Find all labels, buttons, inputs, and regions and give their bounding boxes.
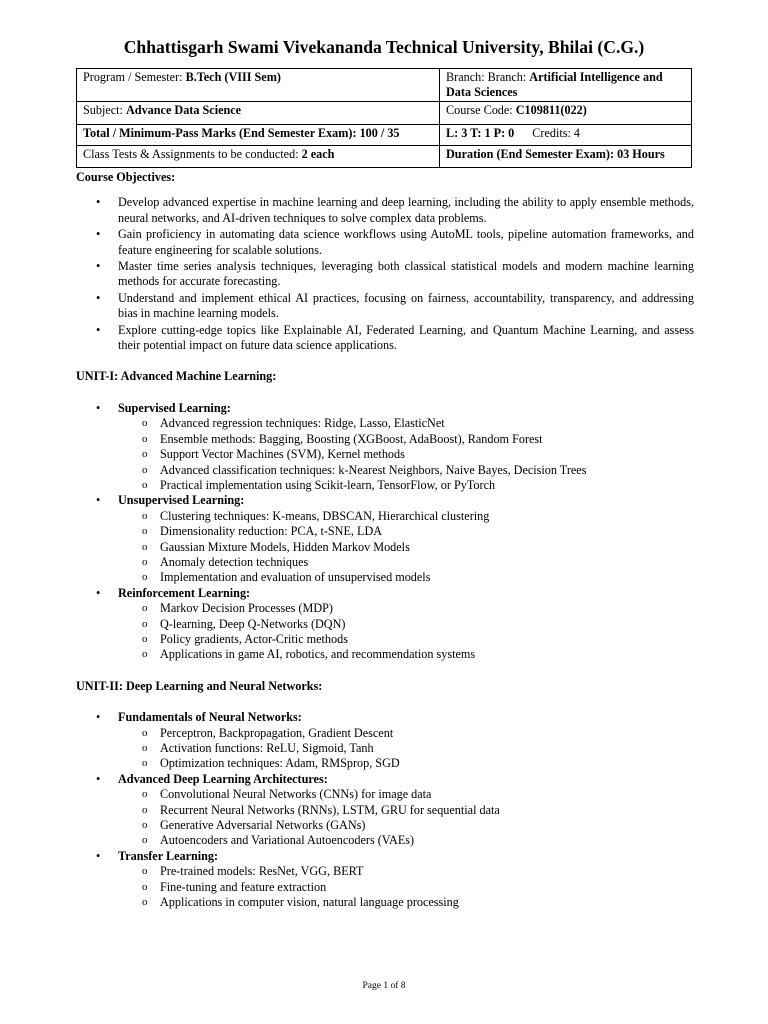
- subtopic-item: o Clustering techniques: K-means, DBSCAN, Hierarchical clustering: [118, 509, 694, 524]
- marks-cell: Total / Minimum-Pass Marks (End Semester Exam): 100 / 35: [77, 125, 440, 146]
- subtopic-item: o Perceptron, Backpropagation, Gradient Descent: [118, 726, 694, 741]
- subtopic-item: o Fine-tuning and feature extraction: [118, 880, 694, 895]
- subtopic-item: o Dimensionality reduction: PCA, t-SNE, LDA: [118, 524, 694, 539]
- subtopic-list: [118, 416, 694, 493]
- topic-supervised-learning: • Supervised Learning: o Advanced regression techniques: Ridge, Lasso, ElasticNet o Ensemble methods: Bagging, Boosting (XGBoost, AdaBoost), Random Forest o Support Vector Machines (SVM), Kernel methods o Advanced classification techniques: k-Nearest Neighbors, Naive Bayes, Decision Trees o Practical implementation using Scikit-learn, TensorFlow, or PyTorch: [76, 401, 694, 493]
- subtopic-item: o Applications in game AI, robotics, and recommendation systems: [118, 647, 694, 662]
- subtopic-list: [118, 864, 694, 910]
- subtopic-item: o Optimization techniques: Adam, RMSprop, SGD: [118, 756, 694, 771]
- subtopic-item: o Gaussian Mixture Models, Hidden Markov Models: [118, 540, 694, 555]
- subtopic-list: [118, 787, 694, 849]
- syllabus-content: [76, 170, 694, 910]
- subtopic-item: o Applications in computer vision, natural language processing: [118, 895, 694, 910]
- program-value: B.Tech (VIII Sem): [185, 70, 281, 84]
- info-row-program: [77, 69, 692, 102]
- subtopic-item: o Activation functions: ReLU, Sigmoid, Tanh: [118, 741, 694, 756]
- university-title: Chhattisgarh Swami Vivekananda Technical University, Bhilai (C.G.): [123, 37, 645, 57]
- course-code-cell: Course Code: C109811(022): [440, 102, 692, 125]
- subtopic-item: o Convolutional Neural Networks (CNNs) for image data: [118, 787, 694, 802]
- subtopic-item: o Implementation and evaluation of unsupervised models: [118, 570, 694, 585]
- ltp-value: L: 3 T: 1 P: 0: [446, 126, 515, 140]
- subtopic-item: o Anomaly detection techniques: [118, 555, 694, 570]
- objectives-heading: Course Objectives:: [76, 170, 176, 184]
- subtopic-item: o Ensemble methods: Bagging, Boosting (XGBoost, AdaBoost), Random Forest: [118, 432, 694, 447]
- page-number: Page 1 of 8: [362, 981, 406, 991]
- course-code-value: C109811(022): [515, 103, 587, 117]
- branch-cell: Branch: Branch: Artificial Intelligence and Data Sciences: [440, 69, 692, 102]
- topic-unsupervised-learning: • Unsupervised Learning: o Clustering techniques: K-means, DBSCAN, Hierarchical clustering o Dimensionality reduction: PCA, t-SNE, LDA o Gaussian Mixture Models, Hidden Markov Models o Anomaly detection techniques o Implementation and evaluation of unsupervised models: [76, 493, 694, 585]
- unit-1-title: UNIT-I: Advanced Machine Learning:: [76, 369, 277, 384]
- branch-value: Artificial Intelligence and Data Sciences: [446, 70, 663, 99]
- topic-neural-network-fundamentals: • Fundamentals of Neural Networks: o Perceptron, Backpropagation, Gradient Descent o Activation functions: ReLU, Sigmoid, Tanh o Optimization techniques: Adam, RMSprop, SGD: [76, 710, 694, 772]
- subtopic-item: o Recurrent Neural Networks (RNNs), LSTM, GRU for sequential data: [118, 803, 694, 818]
- tests-value: 2 each: [301, 147, 335, 161]
- unit-2-topics: [76, 710, 694, 910]
- objective-item: • Develop advanced expertise in machine learning and deep learning, including the ability to apply ensemble methods, neural networks, and AI-driven techniques to solve complex data problems.: [76, 195, 694, 226]
- subject-value: Advance Data Science: [126, 103, 242, 117]
- unit-1-topics: [76, 401, 694, 663]
- subtopic-item: o Support Vector Machines (SVM), Kernel methods: [118, 447, 694, 462]
- subtopic-item: o Generative Adversarial Networks (GANs): [118, 818, 694, 833]
- credits-value: Credits: 4: [532, 126, 581, 140]
- unit-2-title: UNIT-II: Deep Learning and Neural Networks:: [76, 678, 323, 693]
- subtopic-item: o Practical implementation using Scikit-learn, TensorFlow, or PyTorch: [118, 478, 694, 493]
- subtopic-item: o Markov Decision Processes (MDP): [118, 601, 694, 616]
- topic-deep-learning-architectures: • Advanced Deep Learning Architectures: o Convolutional Neural Networks (CNNs) for image data o Recurrent Neural Networks (RNNs), LSTM, GRU for sequential data o Generative Adversarial Networks (GANs) o Autoencoders and Variational Autoencoders (VAEs): [76, 772, 694, 849]
- subtopic-list: [118, 726, 694, 772]
- info-row-tests: [77, 146, 692, 168]
- info-row-subject: [77, 102, 692, 125]
- objective-item: • Understand and implement ethical AI practices, focusing on fairness, accountability, transparency, and addressing bias in machine learning models.: [76, 291, 694, 322]
- subtopic-item: o Advanced classification techniques: k-Nearest Neighbors, Naive Bayes, Decision Trees: [118, 463, 694, 478]
- subtopic-item: o Pre-trained models: ResNet, VGG, BERT: [118, 864, 694, 879]
- objectives-list: [76, 195, 694, 353]
- ltp-cell: [440, 125, 692, 146]
- subtopic-list: [118, 601, 694, 663]
- topic-transfer-learning: • Transfer Learning: o Pre-trained models: ResNet, VGG, BERT o Fine-tuning and feature extraction o Applications in computer vision, natural language processing: [76, 849, 694, 911]
- subtopic-item: o Autoencoders and Variational Autoencoders (VAEs): [118, 833, 694, 848]
- objective-item: • Explore cutting-edge topics like Explainable AI, Federated Learning, and Quantum Machine Learning, and assess their potential impact on future data science applications.: [76, 323, 694, 354]
- program-cell: Program / Semester: B.Tech (VIII Sem): [77, 69, 440, 102]
- info-row-marks: [77, 125, 692, 146]
- tests-cell: Class Tests & Assignments to be conducted: 2 each: [77, 146, 440, 168]
- subtopic-item: o Policy gradients, Actor-Critic methods: [118, 632, 694, 647]
- subject-cell: Subject: Advance Data Science: [77, 102, 440, 125]
- topic-reinforcement-learning: • Reinforcement Learning: o Markov Decision Processes (MDP) o Q-learning, Deep Q-Networks (DQN) o Policy gradients, Actor-Critic methods o Applications in game AI, robotics, and recommendation systems: [76, 586, 694, 663]
- course-info-table: [76, 68, 692, 168]
- duration-cell: Duration (End Semester Exam): 03 Hours: [440, 146, 692, 168]
- objective-item: • Master time series analysis techniques, leveraging both classical statistical models and modern machine learning methods for accurate forecasting.: [76, 259, 694, 290]
- objective-item: • Gain proficiency in automating data science workflows using AutoML tools, pipeline automation frameworks, and feature engineering for scalable solutions.: [76, 227, 694, 258]
- subtopic-item: o Q-learning, Deep Q-Networks (DQN): [118, 617, 694, 632]
- subtopic-list: [118, 509, 694, 586]
- subtopic-item: o Advanced regression techniques: Ridge, Lasso, ElasticNet: [118, 416, 694, 431]
